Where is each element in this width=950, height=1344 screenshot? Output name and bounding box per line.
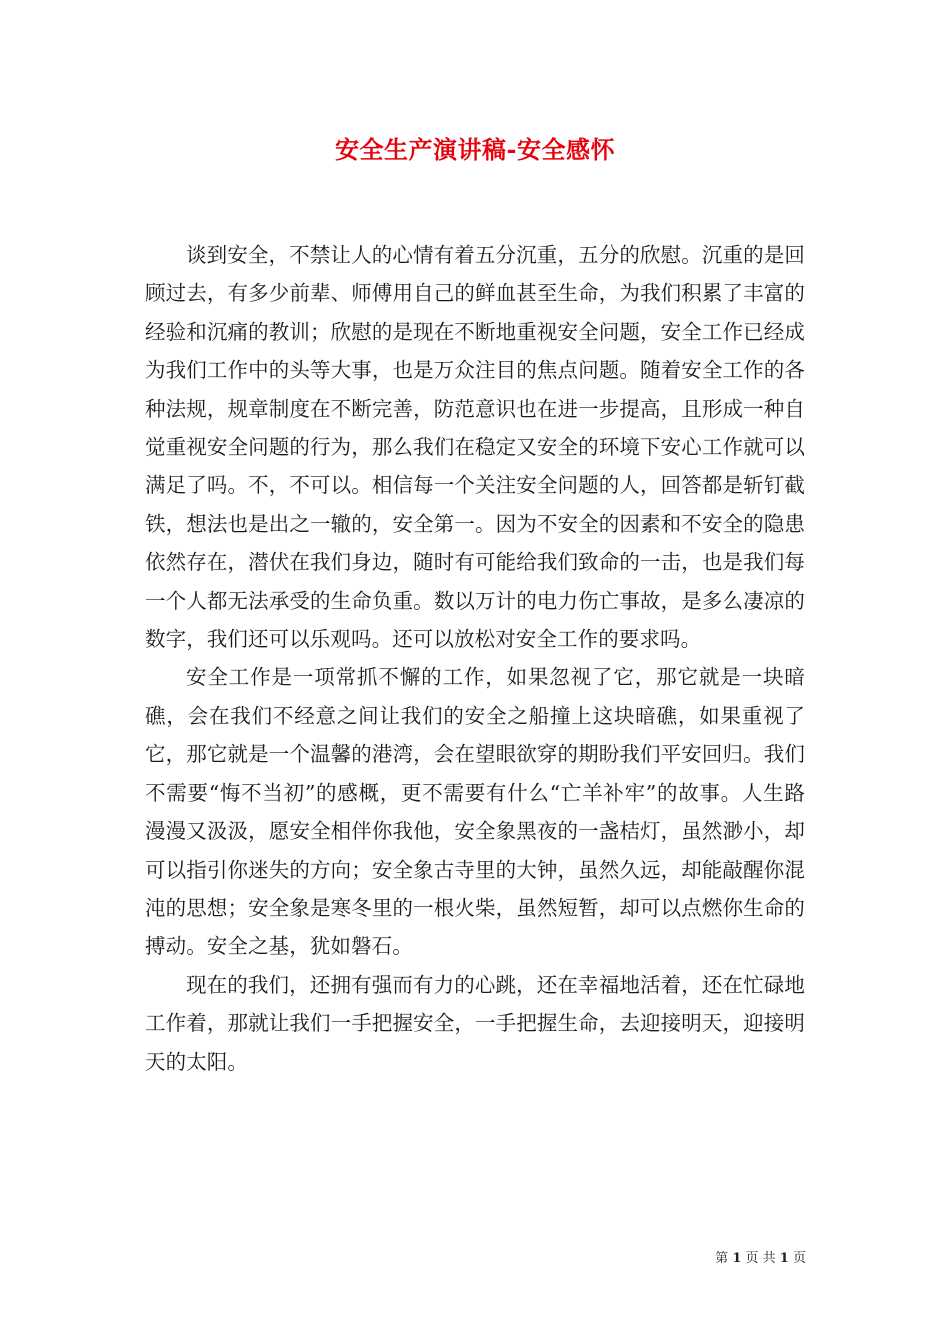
paragraph-3: 现在的我们，还拥有强而有力的心跳，还在幸福地活着，还在忙碌地工作着，那就让我们一手把握安全，一手把握生命，去迎接明天，迎接明天的太阳。 [145,972,805,1074]
footer-suffix: 页 [792,1251,806,1266]
paragraph-1: 谈到安全，不禁让人的心情有着五分沉重，五分的欣慰。沉重的是回顾过去，有多少前辈、师傅用自己的鲜血甚至生命，为我们积累了丰富的经验和沉痛的教训；欣慰的是现在不断地重视安全问题，安全工作已经成为我们工作中的头等大事，也是万众注目的焦点问题。随着安全工作的各种法规，规章制度在不断完善，防范意识也在进一步提高，且形成一种自觉重视安全问题的行为，那么我们在稳定又安全的环境下安心工作就可以满足了吗。不，不可以。相信每一个关注安全问题的人，回答都是斩钉截铁，想法也是出之一辙的，安全第一。因为不安全的因素和不安全的隐患依然存在，潜伏在我们身边，随时有可能给我们致命的一击，也是我们每一个人都无法承受的生命负重。数以万计的电力伤亡事故，是多么凄凉的数字，我们还可以乐观吗。还可以放松对安全工作的要求吗。 [145,243,805,652]
page-footer [0,1250,806,1268]
document-title: 安全生产演讲稿-安全感怀 [335,135,615,164]
footer-current-page: 1 [732,1251,742,1266]
footer-middle: 页 共 [745,1251,776,1266]
footer-total-pages: 1 [779,1251,789,1266]
document-body [145,236,805,1081]
paragraph-2: 安全工作是一项常抓不懈的工作，如果忽视了它，那它就是一块暗礁，会在我们不经意之间让我们的安全之船撞上这块暗礁，如果重视了它，那它就是一个温馨的港湾，会在望眼欲穿的期盼我们平安回归。我们不需要“悔不当初”的感概，更不需要有什么“亡羊补牢”的故事。人生路漫漫又汲汲，愿安全相伴你我他，安全象黑夜的一盏桔灯，虽然渺小，却可以指引你迷失的方向；安全象古寺里的大钟，虽然久远，却能敲醒你混沌的思想；安全象是寒冬里的一根火柴，虽然短暂，却可以点燃你生命的搏动。安全之基，犹如磐石。 [145,665,805,959]
footer-prefix: 第 [715,1251,729,1266]
